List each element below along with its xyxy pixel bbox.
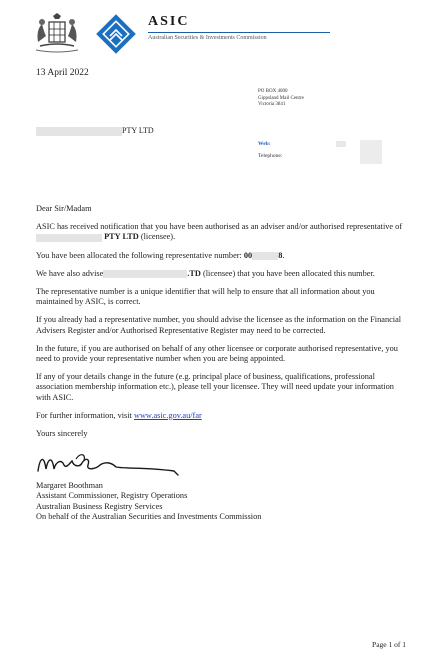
coat-of-arms-icon bbox=[32, 12, 82, 56]
po-line: Gippsland Mail Centre bbox=[258, 95, 304, 101]
salutation: Dear Sir/Madam bbox=[36, 204, 92, 213]
postal-address bbox=[258, 89, 304, 109]
redaction-block bbox=[36, 127, 122, 136]
brand-block bbox=[148, 14, 330, 41]
paragraph: If any of your details change in the future (e.g. principal place of business, qualifications, professional association membership information etc.), please tell your licensee. They will need update your information with ASIC. bbox=[36, 372, 394, 402]
paragraph: We have also advise .TD (licensee) that you have been allocated this number. bbox=[36, 268, 375, 278]
paragraph: If you already had a representative number, you should advise the licensee as the information on the Financial Advisers Register and/or Authorised Representative Register may need to be corrected. bbox=[36, 315, 402, 335]
telephone-label: Telephone: bbox=[258, 153, 283, 159]
paragraph: For further information, visit www.asic.gov.au/far bbox=[36, 410, 202, 420]
redaction-block bbox=[360, 140, 382, 164]
closing: Yours sincerely bbox=[36, 429, 88, 439]
redaction-block bbox=[103, 270, 187, 278]
paragraph: The representative number is a unique identifier that will help to ensure that all information about you maintained by ASIC, is correct. bbox=[36, 287, 375, 307]
redaction-block bbox=[336, 141, 346, 147]
page-number: Page 1 of 1 bbox=[372, 640, 406, 649]
addressee bbox=[36, 126, 154, 136]
signature-image bbox=[36, 447, 408, 479]
po-line: Victoria 3841 bbox=[258, 102, 286, 107]
redaction-block bbox=[252, 252, 278, 260]
asic-far-link[interactable]: www.asic.gov.au/far bbox=[133, 410, 202, 420]
web-label: Web: bbox=[258, 141, 271, 147]
redaction-block bbox=[36, 234, 102, 242]
brand-subtitle: Australian Securities & Investments Commission bbox=[148, 35, 267, 41]
signer-name: Margaret Boothman bbox=[36, 481, 103, 491]
letter-date: 13 April 2022 bbox=[36, 68, 89, 78]
signer-organisation: On behalf of the Australian Securities and Investments Commission bbox=[36, 511, 262, 521]
paragraph: ASIC has received notification that you have been authorised as an adviser and/or authorised representative of PTY LTD (licensee). bbox=[36, 222, 403, 242]
signer-department: Australian Business Registry Services bbox=[36, 501, 163, 511]
po-line: PO BOX 4000 bbox=[258, 89, 288, 94]
paragraph: You have been allocated the following representative number: 00 8. bbox=[36, 250, 285, 260]
brand-name: ASIC bbox=[148, 14, 190, 29]
addressee-suffix: PTY LTD bbox=[122, 126, 154, 135]
brand-divider bbox=[148, 32, 330, 33]
signer-title: Assistant Commissioner, Registry Operations bbox=[36, 491, 188, 501]
paragraph: In the future, if you are authorised on behalf of any other licensee or corporate authorised representative, you need to provide your representative number when you are being appointed. bbox=[36, 343, 398, 364]
letter-body bbox=[36, 204, 408, 522]
asic-logo-icon bbox=[96, 14, 136, 54]
